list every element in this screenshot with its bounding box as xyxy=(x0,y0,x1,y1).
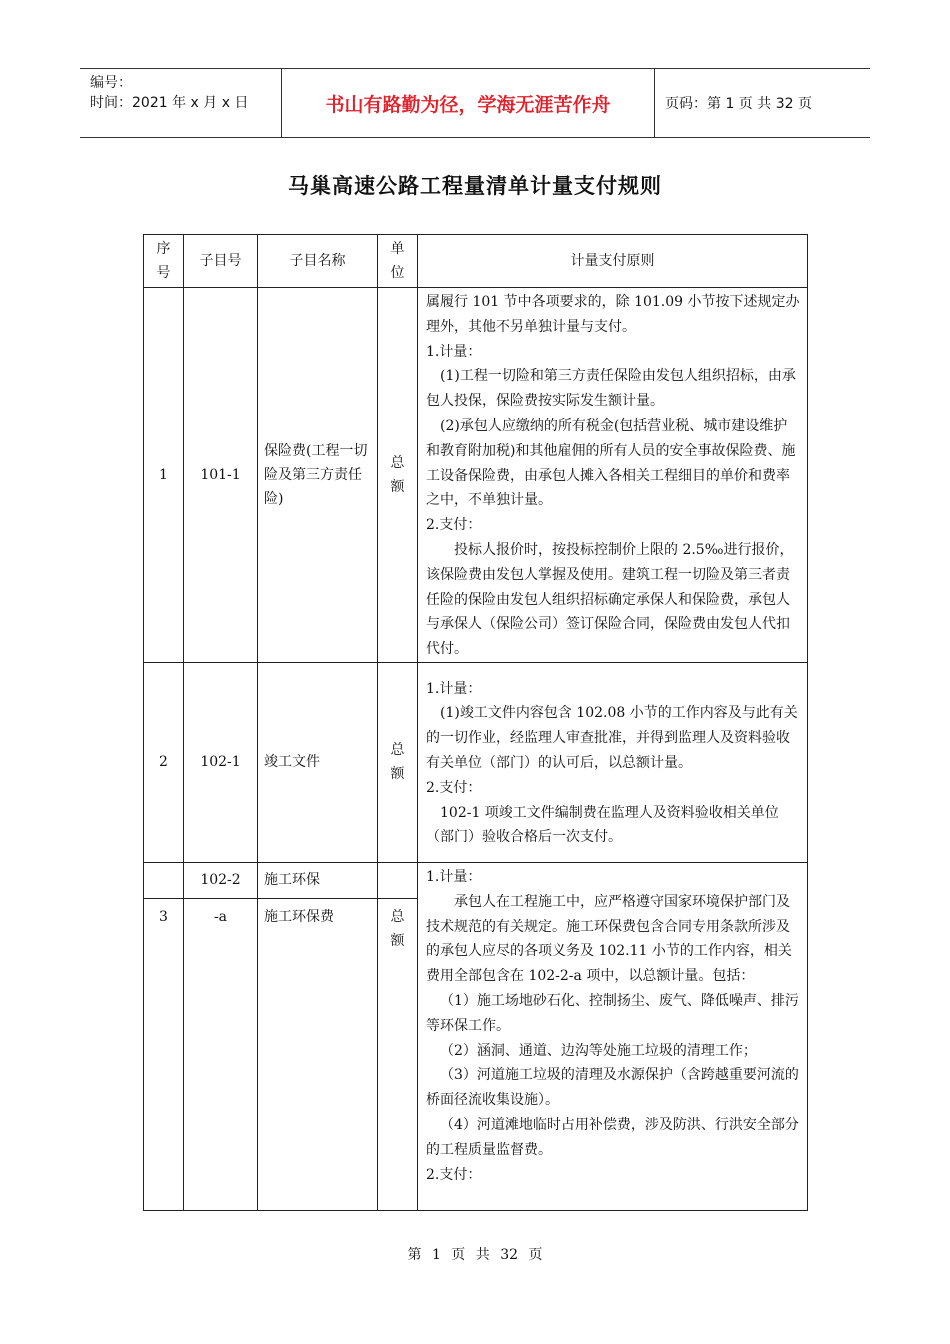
header-rule: 计量支付原则 xyxy=(418,235,808,288)
cell-rule xyxy=(418,288,808,663)
cell-rule xyxy=(418,662,808,862)
rule-paragraph: （1）施工场地砂石化、控制扬尘、废气、降低噪声、排污等环保工作。 xyxy=(426,992,799,1034)
cell-unit: 总额 xyxy=(378,662,418,862)
rule-paragraph: 1.计量： xyxy=(426,868,482,885)
table-row xyxy=(144,288,808,663)
document-date: 时间：2021 年 x 月 x 日 xyxy=(90,95,249,111)
header-meta xyxy=(80,69,280,137)
rule-paragraph: 1.计量： xyxy=(426,343,482,360)
cell-seq: 3 xyxy=(144,898,184,1210)
document-number: 编号： xyxy=(90,75,132,91)
cell-seq xyxy=(144,862,184,898)
rule-paragraph: 2.支付： xyxy=(426,517,482,534)
table-header-row xyxy=(144,235,808,288)
cell-seq: 2 xyxy=(144,662,184,862)
header-unit: 单位 xyxy=(378,235,418,288)
rule-paragraph: 2.支付： xyxy=(426,779,482,796)
rule-paragraph: 属履行 101 节中各项要求的，除 101.09 小节按下述规定办理外，其他不另单独计量与支付。 xyxy=(426,294,800,335)
rule-paragraph: (1)工程一切险和第三方责任保险由发包人组织招标，由承包人投保，保险费按实际发生额计量。 xyxy=(426,368,796,410)
rule-paragraph: 1.计量： xyxy=(426,680,482,697)
header-motto: 书山有路勤为径，学海无涯苦作舟 xyxy=(281,69,655,137)
rule-paragraph: 投标人报价时，按投标控制价上限的 2.5‰进行报价，该保险费由发包人掌握及使用。建筑工程一切险及第三者责任险的保险由发包人组织招标确定承保人和保险费，承包人与承保人（保险公司）签订保险合同，保险费由发包人代扣代付。 xyxy=(426,541,794,658)
rule-paragraph: （3）河道施工垃圾的清理及水源保护（含跨越重要河流的桥面径流收集设施）。 xyxy=(426,1067,799,1109)
cell-seq: 1 xyxy=(144,288,184,663)
header-item-no: 子目号 xyxy=(184,235,258,288)
document-title: 马巢高速公路工程量清单计量支付规则 xyxy=(288,174,662,198)
cell-item-name: 施工环保 xyxy=(258,862,378,898)
cell-item-no: 102-1 xyxy=(184,662,258,862)
header-seq: 序号 xyxy=(144,235,184,288)
cell-item-name: 施工环保费 xyxy=(258,898,378,1210)
cell-item-no: -a xyxy=(184,898,258,1210)
cell-rule xyxy=(418,862,808,1210)
cell-unit: 总额 xyxy=(378,898,418,1210)
payment-rules-table xyxy=(143,234,808,1211)
header-item-name: 子目名称 xyxy=(258,235,378,288)
cell-unit xyxy=(378,862,418,898)
table-row xyxy=(144,862,808,898)
rule-paragraph: （4）河道滩地临时占用补偿费，涉及防洪、行洪安全部分的工程质量监督费。 xyxy=(426,1116,799,1158)
rule-paragraph: (1)竣工文件内容包含 102.08 小节的工作内容及与此有关的一切作业，经监理人审查批准，并得到监理人及资料验收有关单位（部门）的认可后，以总额计量。 xyxy=(426,705,798,772)
rule-paragraph: 2.支付： xyxy=(426,1166,482,1183)
rule-paragraph: （2）涵洞、通道、边沟等处施工垃圾的清理工作； xyxy=(440,1042,757,1059)
rule-paragraph: (2)承包人应缴纳的所有税金(包括营业税、城市建设维护和教育附加税)和其他雇佣的所有人员的安全事故保险费、施工设备保险费，由承包人摊入各相关工程细目的单价和费率之中，不单独计量。 xyxy=(426,417,796,509)
cell-item-name: 竣工文件 xyxy=(258,662,378,862)
cell-item-no: 101-1 xyxy=(184,288,258,663)
cell-item-no: 102-2 xyxy=(184,862,258,898)
rule-paragraph: 承包人在工程施工中，应严格遵守国家环境保护部门及技术规范的有关规定。施工环保费包含合同专用条款所涉及的承包人应尽的各项义务及 102.11 小节的工作内容，相关费用全部包含在 102-2-a 项中，以总额计量。包括： xyxy=(426,893,792,985)
page-footer: 第 1 页 共 32 页 xyxy=(407,1247,543,1263)
page-header xyxy=(80,68,870,138)
cell-unit: 总额 xyxy=(378,288,418,663)
cell-item-name: 保险费(工程一切险及第三方责任险) xyxy=(258,288,378,663)
table-row xyxy=(144,662,808,862)
rule-paragraph: 102-1 项竣工文件编制费在监理人及资料验收相关单位（部门）验收合格后一次支付。 xyxy=(426,804,779,846)
header-page-number: 页码：第 1 页 共 32 页 xyxy=(665,96,812,112)
